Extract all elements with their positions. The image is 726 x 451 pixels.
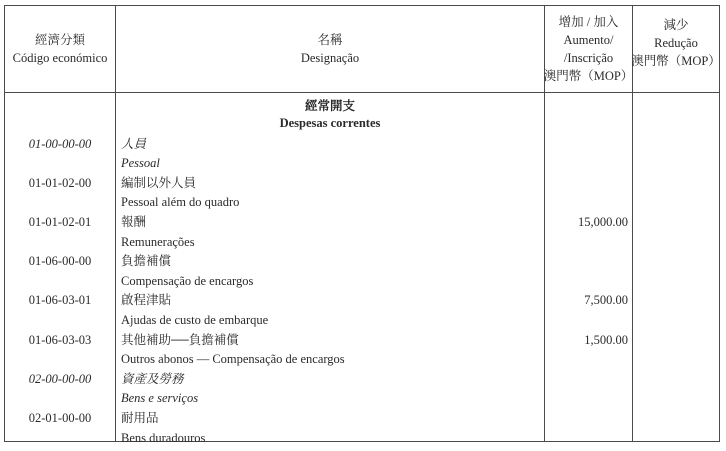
table-row bbox=[5, 291, 721, 311]
row-designation-zh: 負擔補償 bbox=[121, 254, 172, 269]
row-designation-zh: 耐用品 bbox=[121, 410, 159, 425]
header-designation-pt: Designação bbox=[300, 51, 360, 65]
row-amount: 15,000.00 bbox=[578, 214, 628, 229]
row-designation-zh: 編制以外人員 bbox=[121, 175, 197, 190]
budget-table bbox=[4, 5, 721, 445]
row-designation-pt: Ajudas de custo de embarque bbox=[121, 312, 269, 327]
table-row-translation bbox=[5, 350, 721, 370]
row-amount: 1,500.00 bbox=[584, 332, 628, 347]
table-row bbox=[5, 135, 721, 155]
row-designation-pt: Remunerações bbox=[121, 234, 195, 249]
row-designation-pt: Bens duradouros bbox=[121, 430, 206, 445]
table-row bbox=[5, 174, 721, 194]
table-row bbox=[5, 331, 721, 351]
row-code: 02-00-00-00 bbox=[28, 371, 92, 386]
header-code-zh: 經濟分類 bbox=[34, 33, 85, 47]
header-decrease-currency: 澳門幣（MOP） bbox=[631, 54, 721, 68]
header-increase-pt: Aumento/ bbox=[563, 33, 614, 47]
row-code: 01-06-00-00 bbox=[28, 254, 92, 269]
row-designation-zh: 人員 bbox=[121, 136, 147, 151]
table-row-translation bbox=[5, 429, 721, 449]
section-title-zh: 經常開支 bbox=[304, 99, 355, 113]
table-row bbox=[5, 409, 721, 429]
row-designation-pt: Pessoal bbox=[121, 156, 160, 171]
row-designation-pt: Pessoal além do quadro bbox=[121, 195, 240, 210]
table-row-translation bbox=[5, 233, 721, 253]
row-code: 01-01-02-00 bbox=[28, 175, 92, 190]
table-row bbox=[5, 213, 721, 233]
header-increase-zh: 增加 / 加入 bbox=[558, 15, 619, 29]
row-code: 01-06-03-01 bbox=[28, 293, 92, 308]
header-designation-zh: 名稱 bbox=[317, 33, 343, 47]
header-decrease-zh: 減少 bbox=[663, 18, 689, 32]
table-row-translation bbox=[5, 389, 721, 409]
row-designation-pt: Outros abonos — Compensação de encargos bbox=[121, 352, 345, 367]
header-increase bbox=[545, 6, 632, 92]
row-designation-zh: 報酬 bbox=[121, 214, 147, 229]
row-designation-pt: Bens e serviços bbox=[121, 391, 199, 406]
row-code: 01-06-03-03 bbox=[28, 332, 92, 347]
table-row-translation bbox=[5, 311, 721, 331]
header-code bbox=[5, 6, 115, 92]
table-row-translation bbox=[5, 154, 721, 174]
header-code-pt: Código económico bbox=[12, 51, 108, 65]
row-designation-pt: Compensação de encargos bbox=[121, 273, 254, 288]
row-code: 02-01-00-00 bbox=[28, 410, 92, 425]
header-decrease bbox=[633, 6, 719, 92]
header-designation bbox=[116, 6, 544, 92]
row-designation-zh: 資產及勞務 bbox=[121, 371, 184, 386]
section-title-pt: Despesas correntes bbox=[279, 116, 381, 130]
header-inscription-pt: /Inscrição bbox=[563, 51, 614, 65]
table-row bbox=[5, 370, 721, 390]
row-designation-zh: 其他補助──負擔補償 bbox=[121, 332, 239, 347]
row-code: 01-00-00-00 bbox=[28, 136, 92, 151]
row-amount: 7,500.00 bbox=[584, 293, 628, 308]
table-row-translation bbox=[5, 193, 721, 213]
table-row-translation bbox=[5, 272, 721, 292]
header-divider bbox=[5, 92, 719, 93]
row-designation-zh: 啟程津貼 bbox=[121, 293, 172, 308]
header-increase-currency: 澳門幣（MOP） bbox=[543, 69, 634, 83]
row-code: 01-01-02-01 bbox=[28, 214, 92, 229]
table-row bbox=[5, 252, 721, 272]
header-decrease-pt: Redução bbox=[654, 36, 698, 50]
